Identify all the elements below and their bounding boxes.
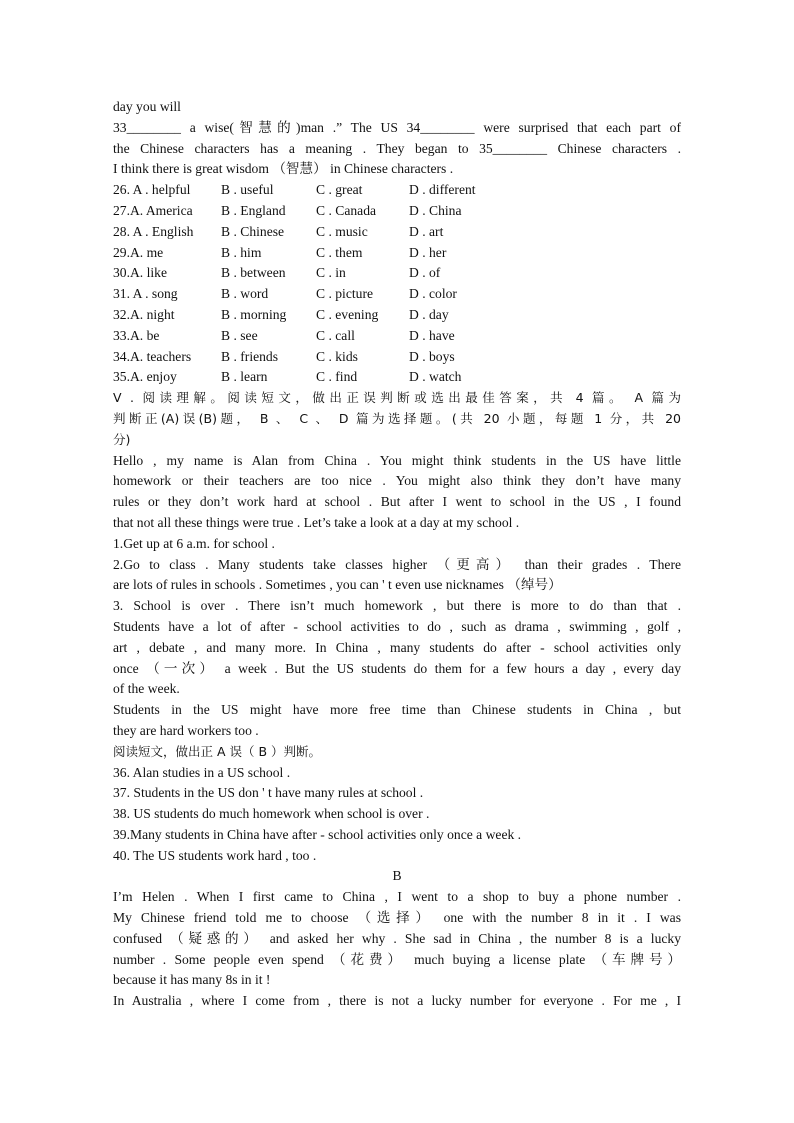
text-line: they are hard workers too . — [113, 722, 259, 738]
text-line: homework or their teachers are too nice . You might also think they don’t have many — [113, 473, 681, 489]
text-line: because it has many 8s in it ! — [113, 972, 271, 988]
document-page — [113, 97, 681, 1012]
question-item: 36. Alan studies in a US school . — [113, 764, 291, 780]
text-line: V . 阅读理解。阅读短文，做出正误判断或选出最佳答案，共 4 篇。 A 篇为 — [113, 390, 681, 406]
option-row — [113, 305, 681, 326]
option-c: C . music — [316, 223, 368, 239]
option-d: D . art — [409, 223, 444, 239]
text-line: number . Some people even spend （花费） much buying a license plate （车牌号） — [113, 951, 681, 967]
option-row — [113, 284, 681, 305]
text-line: confused （疑惑的） and asked her why . She sad in China , the number 8 is a lucky — [113, 930, 681, 946]
option-b: B . morning — [221, 306, 287, 322]
text-line: 判断正(A)误(B)题， B 、 C 、 D 篇为选择题。(共 20 小题，每题 1 分，共 20 — [113, 410, 681, 426]
option-a: 28. A . English — [113, 223, 194, 239]
option-c: C . kids — [316, 348, 358, 364]
text-line: day you will — [113, 99, 181, 114]
option-a: 30.A. like — [113, 265, 167, 281]
option-b: B . friends — [221, 348, 279, 364]
option-b: B . see — [221, 327, 258, 343]
text-line: of the week. — [113, 681, 180, 697]
text-line: 33________ a wise(智慧的)man .” The US 34________ were surprised that each part of — [113, 119, 681, 135]
instruction-line: 阅读短文，做出正 A 误（ B ）判断。 — [113, 743, 322, 759]
text-line: rules or they don’t work hard at school . But after I went to school in the US , I found — [113, 494, 681, 510]
option-b: B . between — [221, 265, 286, 281]
question-item: 40. The US students work hard , too . — [113, 847, 317, 863]
option-row — [113, 201, 681, 222]
option-d: D . different — [409, 182, 476, 198]
option-a: 32.A. night — [113, 306, 175, 322]
text-line: that not all these things were true . Let’s take a look at a day at my school . — [113, 514, 520, 530]
text-line: Students in the US might have more free time than Chinese students in China , but — [113, 702, 681, 718]
option-b: B . useful — [221, 182, 274, 198]
option-c: C . evening — [316, 306, 379, 322]
text-line: Students have a lot of after - school activities to do , such as drama , swimming , golf , — [113, 618, 681, 634]
option-row — [113, 243, 681, 264]
option-c: C . great — [316, 182, 363, 198]
text-line: 3. School is over . There isn’t much homework , but there is more to do than that . — [113, 598, 681, 614]
text-line: the Chinese characters has a meaning . They began to 35________ Chinese characters . — [113, 140, 681, 156]
text-line: 1.Get up at 6 a.m. for school . — [113, 535, 275, 551]
questions-list — [113, 763, 681, 867]
text-line: are lots of rules in schools . Sometimes , you can ' t even use nicknames （绰号） — [113, 577, 562, 593]
option-a: 34.A. teachers — [113, 348, 192, 364]
option-d: D . color — [409, 286, 457, 302]
section-b-title: B — [392, 868, 402, 884]
section-v-heading — [113, 388, 681, 450]
text-line: 分) — [113, 431, 131, 447]
option-c: C . picture — [316, 286, 374, 302]
text-line: art , debate , and many more. In China , many students do after - school activities only — [113, 639, 681, 655]
passage-b — [113, 887, 681, 1012]
option-a: 26. A . helpful — [113, 182, 191, 198]
option-row — [113, 180, 681, 201]
option-row — [113, 222, 681, 243]
text-line: I think there is great wisdom （智慧） in Chinese characters . — [113, 161, 454, 177]
text-line: 2.Go to class . Many students take classes higher （更高） than their grades . There — [113, 556, 681, 572]
intro-text — [113, 97, 681, 180]
option-row — [113, 326, 681, 347]
option-d: D . day — [409, 306, 449, 322]
option-a: 29.A. me — [113, 244, 164, 260]
option-c: C . in — [316, 265, 346, 281]
option-b: B . Chinese — [221, 223, 285, 239]
option-d: D . have — [409, 327, 455, 343]
text-line: My Chinese friend told me to choose （选择） one with the number 8 in it . I was — [113, 910, 681, 926]
option-d: D . boys — [409, 348, 455, 364]
option-row — [113, 347, 681, 368]
option-a: 31. A . song — [113, 286, 178, 302]
option-b: B . learn — [221, 369, 268, 385]
option-a: 27.A. America — [113, 202, 193, 218]
option-a: 33.A. be — [113, 327, 160, 343]
option-b: B . word — [221, 286, 269, 302]
answer-options — [113, 180, 681, 388]
option-b: B . England — [221, 202, 286, 218]
option-row — [113, 263, 681, 284]
question-item: 37. Students in the US don ' t have many rules at school . — [113, 785, 424, 801]
option-c: C . Canada — [316, 202, 377, 218]
option-a: 35.A. enjoy — [113, 369, 177, 385]
text-line: I’m Helen . When I first came to China , I went to a shop to buy a phone number . — [113, 889, 681, 905]
option-c: C . them — [316, 244, 363, 260]
text-line: Hello , my name is Alan from China . You might think students in the US have little — [113, 452, 681, 468]
option-d: D . of — [409, 265, 441, 281]
option-b: B . him — [221, 244, 262, 260]
option-d: D . China — [409, 202, 462, 218]
question-item: 38. US students do much homework when school is over . — [113, 806, 430, 822]
option-c: C . find — [316, 369, 358, 385]
text-line: once （一次） a week . But the US students do them for a few hours a day , every day — [113, 660, 681, 676]
text-line: In Australia , where I come from , there is not a lucky number for everyone . For me , I — [113, 993, 681, 1009]
option-row — [113, 367, 681, 388]
passage-a — [113, 451, 681, 742]
option-d: D . watch — [409, 369, 462, 385]
question-item: 39.Many students in China have after - school activities only once a week . — [113, 826, 522, 842]
option-d: D . her — [409, 244, 447, 260]
option-c: C . call — [316, 327, 355, 343]
